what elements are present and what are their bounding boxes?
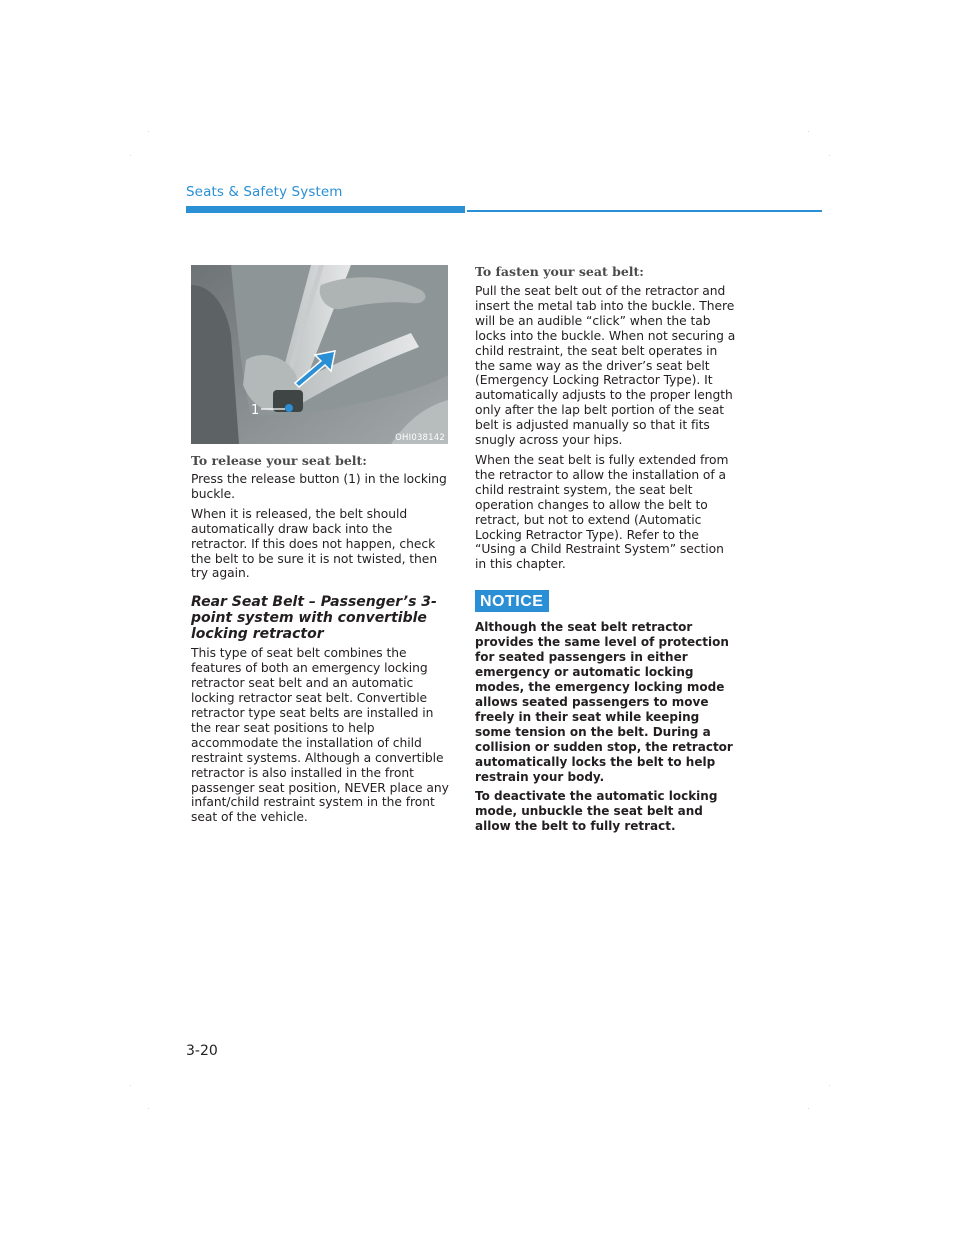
registration-dot [829,1085,830,1086]
left-column [191,265,449,830]
fasten-heading: To fasten your seat belt: [475,264,644,279]
registration-dot [829,155,830,156]
section-header-title: Seats & Safety System [186,184,343,200]
registration-dot [148,131,149,132]
registration-dot [808,1108,809,1109]
seat-belt-buckle-release-illustration [191,265,448,444]
release-paragraph: Press the release button (1) in the locking buckle. [191,472,447,501]
fasten-paragraph: When the seat belt is fully extended from the retractor to allow the installation of a child restraint system, the seat belt operation changes to allow the belt to retract, but not to extend (Automatic Locking Retractor Type). Refer to the “Using a Child Restraint System” section in this chapter. [475,452,729,572]
release-heading: To release your seat belt: [191,453,367,468]
registration-dot [148,1108,149,1109]
registration-dot [808,131,809,132]
notice-paragraph: To deactivate the automatic locking mode, unbuckle the seat belt and allow the belt to fully retract. [475,789,718,834]
right-column [475,264,737,838]
figure-code: OHI038142 [395,433,445,443]
notice-label: NOTICE [475,590,549,612]
registration-dot [130,1085,131,1086]
rear-seat-belt-paragraph: This type of seat belt combines the features of both an emergency locking retractor seat belt and an automatic locking retractor seat belt. Convertible retractor type seat belts are installed in the rear seat positions to help accommodate the installation of child restraint systems. Although a convertible retractor is also installed in the front passenger seat position, NEVER place any infant/child restraint system in the front seat of the vehicle. [191,646,449,825]
figure-callout-number: 1 [251,403,260,418]
registration-dot [130,155,131,156]
rear-seat-belt-heading: Rear Seat Belt – Passenger’s 3-point system with convertible locking retractor [191,594,437,643]
notice-paragraph: Although the seat belt retractor provides the same level of protection for seated passengers in either emergency or automatic locking modes, the emergency locking mode allows seated passengers to move freely in their seat while keeping some tension on the belt. During a collision or sudden stop, the retractor automatically locks the belt to help restrain your body. [475,620,733,785]
header-rule [467,210,822,212]
seat-belt-release-figure [191,265,448,444]
page-number: 3-20 [186,1043,218,1059]
release-paragraph: When it is released, the belt should automatically draw back into the retractor. If this does not happen, check the belt to be sure it is not twisted, then try again. [191,506,438,581]
fasten-paragraph: Pull the seat belt out of the retractor and insert the metal tab into the buckle. There will be an audible “click” when the tab locks into the buckle. When not securing a child restraint, the seat belt operates in the same way as the driver’s seat belt (Emergency Locking Retractor Type). It automatically adjusts to the proper length only after the lap belt portion of the seat belt is adjusted manually so that it fits snugly across your hips. [475,284,736,448]
header-accent-bar [186,206,465,213]
